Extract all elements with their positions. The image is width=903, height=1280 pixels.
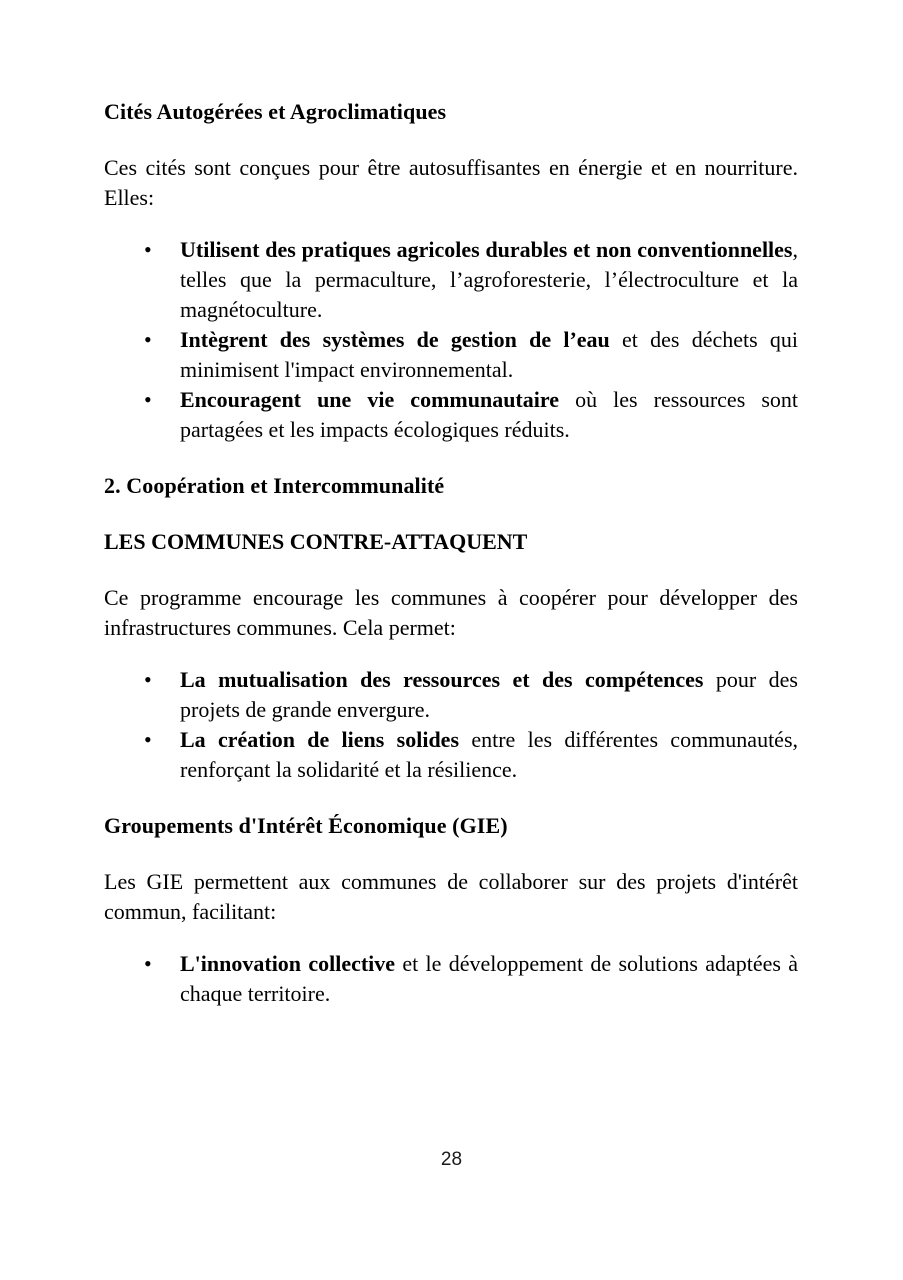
list-item [104,385,798,445]
list-item-lead: La mutualisation des ressources et des compétences [180,667,704,692]
spacer [104,841,798,867]
bullet-icon: • [144,667,152,692]
section-paragraph-gie: Les GIE permettent aux communes de collaborer sur des projets d'intérêt commun, facilitant: [104,869,798,924]
list-item-lead: L'innovation collective [180,951,396,976]
list-item [104,725,798,785]
section-heading-cites-autogerees: Cités Autogérées et Agroclimatiques [104,99,447,124]
bullet-list-cooperation-intercommunalite [104,665,798,785]
spacer [104,127,798,153]
bullet-list-gie [104,949,798,1009]
spacer [104,213,798,235]
section-subheading-les-communes-contre-attaquent: LES COMMUNES CONTRE-ATTAQUENT [104,529,528,554]
spacer [104,643,798,665]
list-item-rest: où les ressources sont partagées et les impacts écologiques réduits. [180,387,798,442]
bullet-list-cites-autogerees [104,235,798,445]
list-item-lead: La création de liens solides [180,727,460,752]
bullet-icon: • [144,387,152,412]
bullet-icon: • [144,951,152,976]
list-item-rest: et le développement de solutions adaptées à chaque territoire. [180,951,798,1006]
list-item-rest: entre les différentes communautés, renforçant la solidarité et la résilience. [180,727,799,782]
list-item-lead: Utilisent des pratiques agricoles durables et non conventionnelles [180,237,793,262]
spacer [104,557,798,583]
page-number: 28 [440,1149,463,1170]
bullet-icon: • [144,727,152,752]
page-content [104,97,798,1009]
spacer [104,785,798,811]
section-heading-cooperation-intercommunalite: 2. Coopération et Intercommunalité [104,473,445,498]
section-paragraph-cooperation-intercommunalite: Ce programme encourage les communes à coopérer pour développer des infrastructures communes. Cela permet: [104,585,798,640]
section-paragraph-cites-autogerees: Ces cités sont conçues pour être autosuffisantes en énergie et en nourriture. Elles: [104,155,798,210]
list-item [104,235,798,325]
spacer [104,501,798,527]
list-item [104,949,798,1009]
list-item-lead: Intègrent des systèmes de gestion de l’eau [180,327,610,352]
bullet-icon: • [144,237,152,262]
list-item-rest: pour des projets de grande envergure. [180,667,798,722]
spacer [104,927,798,949]
list-item [104,325,798,385]
list-item-rest: , telles que la permaculture, l’agroforesterie, l’électroculture et la magnétoculture. [180,237,798,322]
list-item-lead: Encouragent une vie communautaire [180,387,559,412]
list-item-rest: et des déchets qui minimisent l'impact environnemental. [180,327,798,382]
bullet-icon: • [144,327,152,352]
section-heading-gie: Groupements d'Intérêt Économique (GIE) [104,813,508,838]
list-item [104,665,798,725]
spacer [104,445,798,471]
